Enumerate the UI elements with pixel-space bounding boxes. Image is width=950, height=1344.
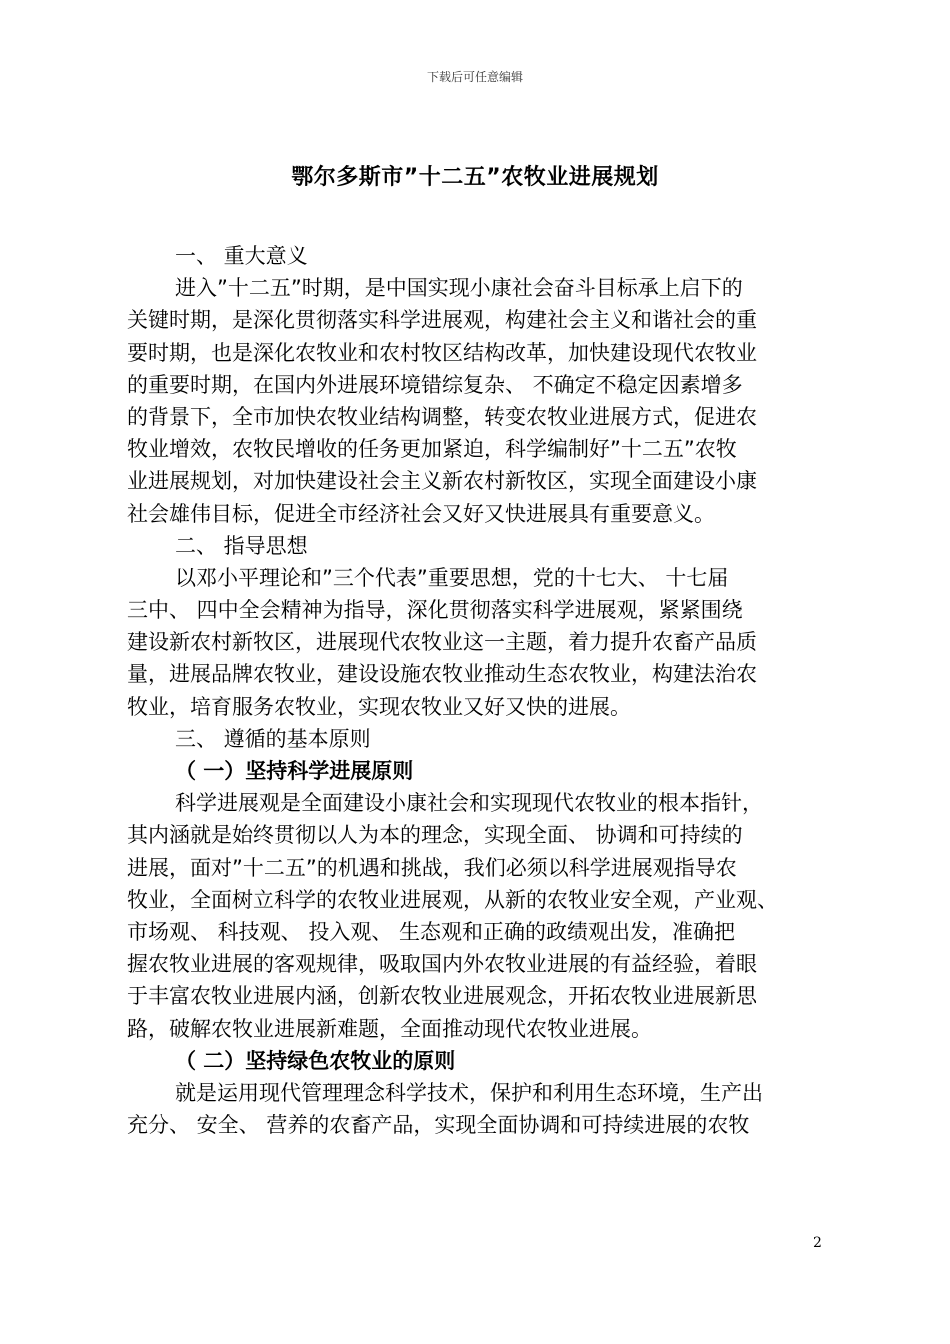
paragraph-line: 的背景下，全市加快农牧业结构调整，转变农牧业进展方式，促进农 [127,404,757,429]
paragraph-line: 牧业增效，农牧民增收的任务更加紧迫，科学编制好”十二五”农牧 [127,437,737,462]
paragraph-line: 牧业，全面树立科学的农牧业进展观，从新的农牧业安全观，产业观、 [127,887,778,912]
subsection-heading-1: （ 一）坚持科学进展原则 [175,759,414,783]
paragraph-line: 充分、 安全、 营养的农畜产品，实现全面协调和可持续进展的农牧 [127,1113,750,1138]
paragraph-line: 要时期，也是深化农牧业和农村牧区结构改革，加快建设现代农牧业 [127,340,757,365]
paragraph-line: 握农牧业进展的客观规律，吸取国内外农牧业进展的有益经验，着眼 [127,952,757,977]
section-heading-1: 一、 重大意义 [175,244,308,268]
document-title: 鄂尔多斯市”十二五”农牧业进展规划 [291,165,659,190]
document-body [127,240,827,1141]
paragraph-line: 量，进展品牌农牧业，建设设施农牧业推动生态农牧业，构建法治农 [127,662,757,687]
paragraph-line: 以邓小平理论和”三个代表”重要思想，党的十七大、 十七届 [175,565,729,590]
paragraph-line: 的重要时期，在国内外进展环境错综复杂、 不确定不稳定因素增多 [127,372,743,397]
page-number: 2 [813,1235,822,1251]
paragraph-line: 就是运用现代管理理念科学技术，保护和利用生态环境，生产出 [175,1080,763,1105]
paragraph-line: 建设新农村新牧区，进展现代农牧业这一主题，着力提升农畜产品质 [127,630,757,655]
paragraph-line: 其内涵就是始终贯彻以人为本的理念，实现全面、 协调和可持续的 [127,823,743,848]
paragraph-line: 社会雄伟目标，促进全市经济社会又好又快进展具有重要意义。 [127,501,715,526]
paragraph-line: 进展，面对”十二五”的机遇和挑战，我们必须以科学进展观指导农 [127,855,737,880]
paragraph-line: 路，破解农牧业进展新难题，全面推动现代农牧业进展。 [127,1016,652,1041]
paragraph-line: 进入”十二五”时期，是中国实现小康社会奋斗目标承上启下的 [175,276,743,301]
paragraph-line: 科学进展观是全面建设小康社会和实现现代农牧业的根本指针， [175,791,763,816]
paragraph-line: 关键时期，是深化贯彻落实科学进展观，构建社会主义和谐社会的重 [127,308,757,333]
paragraph-line: 业进展规划，对加快建设社会主义新农村新牧区，实现全面建设小康 [127,469,757,494]
paragraph-line: 于丰富农牧业进展内涵，创新农牧业进展观念，开拓农牧业进展新思 [127,984,757,1009]
paragraph-line: 三中、 四中全会精神为指导，深化贯彻落实科学进展观，紧紧围绕 [127,598,743,623]
section-heading-2: 二、 指导思想 [175,533,308,558]
subsection-heading-2: （ 二）坚持绿色农牧业的原则 [175,1048,456,1073]
paragraph-line: 市场观、 科技观、 投入观、 生态观和正确的政绩观出发，准确把 [127,919,736,944]
section-heading-3: 三、 遵循的基本原则 [175,726,371,751]
header-note: 下载后可任意编辑 [426,70,523,84]
paragraph-line: 牧业，培育服务农牧业，实现农牧业又好又快的进展。 [127,694,631,719]
